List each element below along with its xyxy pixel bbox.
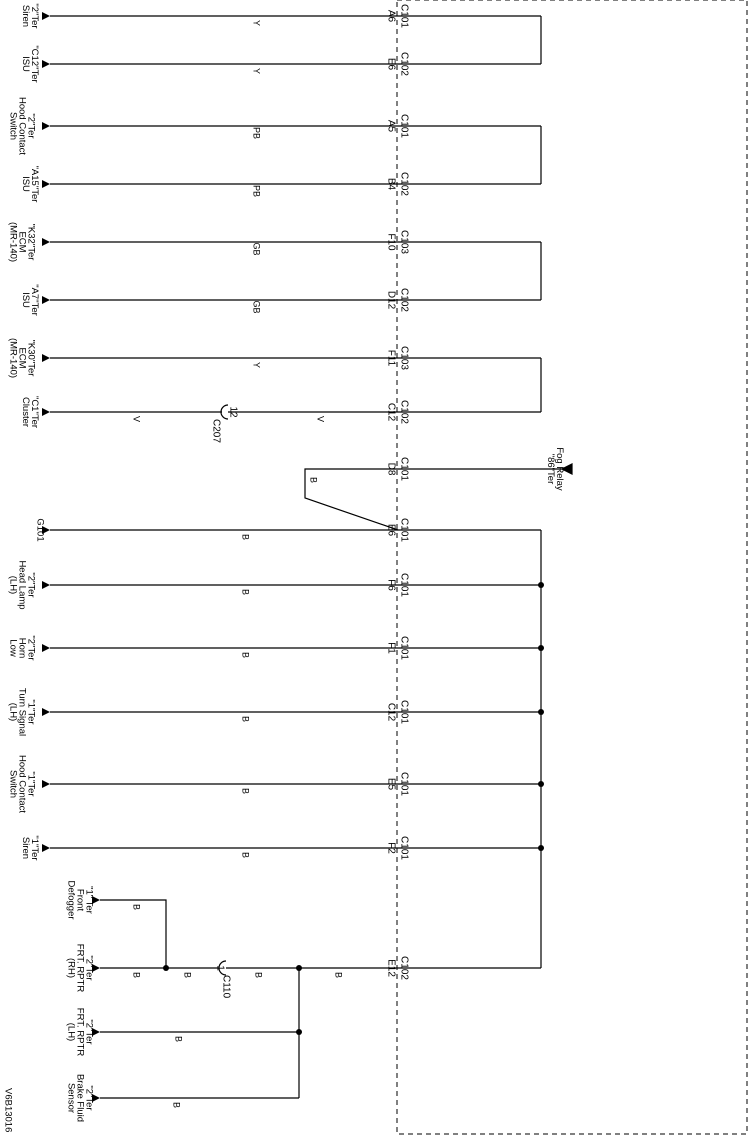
label-group [2, 3, 565, 1132]
inline-pin-label: 1 [214, 965, 226, 971]
wire-color-label: GB [251, 242, 262, 256]
component-label: (MR-140) [7, 221, 19, 263]
inline-pin-label: 12 [227, 406, 239, 418]
component-label: (LH) [65, 1022, 77, 1042]
wire-color-label: B [182, 971, 193, 979]
component-label: FRT. RPTR [74, 943, 86, 993]
wire-color-label: Y [251, 19, 262, 27]
component-label: Switch [7, 112, 19, 140]
component-label: Siren [19, 836, 31, 860]
connector-label: C103 [398, 230, 410, 254]
pin-label: D12 [385, 290, 397, 310]
component-label: Head Lamp [16, 560, 28, 610]
connector-label: C102 [398, 52, 410, 76]
component-label: Cluster [19, 396, 31, 428]
connector-label: C102 [398, 400, 410, 424]
component-label: G101 [34, 518, 46, 542]
component-label: ISU [19, 292, 31, 308]
component-label: Low [7, 639, 19, 657]
inline-connector-label: C110 [220, 975, 232, 999]
connector-label: C101 [398, 518, 410, 542]
pin-label: E12 [385, 959, 397, 977]
wire-color-label: B [240, 588, 251, 596]
wire-group [50, 16, 572, 1098]
harness-box [397, 0, 747, 1134]
wire-color-label: B [333, 971, 344, 979]
splice-dot [538, 781, 544, 787]
wire [100, 900, 166, 968]
pin-label: D8 [385, 462, 397, 476]
component-label: Turn Signal [16, 687, 28, 737]
wire-color-label: B [240, 851, 251, 859]
wire-color-label: PB [251, 126, 262, 140]
component-label: "1"Ter [28, 835, 40, 861]
wire [305, 469, 570, 530]
connector-label: C102 [398, 956, 410, 980]
component-label: "A7"Ter [28, 284, 40, 316]
pin-label: E5 [385, 777, 397, 791]
connector-label: C101 [398, 114, 410, 138]
pin-label: F2 [385, 842, 397, 854]
figure-id: V6B13016 [2, 1088, 14, 1133]
component-label: "K32"Ter [25, 223, 37, 261]
connector-label: C101 [398, 4, 410, 28]
wire-color-label: V [131, 415, 142, 423]
pin-label: C12 [385, 702, 397, 722]
connector-label: C101 [398, 573, 410, 597]
component-label: Switch [7, 770, 19, 798]
connector-label: C101 [398, 836, 410, 860]
component-label: Sensor [65, 1082, 77, 1114]
component-label: FRT. RPTR [74, 1007, 86, 1057]
wire-color-label: PB [251, 184, 262, 198]
wire-color-label: B [240, 651, 251, 659]
component-label: "2"Ter [25, 635, 37, 661]
splice-dot [296, 965, 302, 971]
component-label: Front [74, 888, 86, 912]
splice-dot [163, 965, 169, 971]
inline-connector-label: C207 [210, 419, 222, 443]
component-label: "86"Ter [544, 453, 556, 485]
pin-label: F11 [385, 349, 397, 367]
component-label: "2"Ter [83, 1085, 95, 1111]
wire-color-label: GB [251, 300, 262, 314]
connector-label: C102 [398, 288, 410, 312]
component-label: "2"Ter [83, 955, 95, 981]
wire-color-label: B [240, 787, 251, 795]
component-label: "1"Ter [25, 771, 37, 797]
pin-label: F1 [385, 642, 397, 654]
wire-color-label: B [173, 1035, 184, 1043]
splice-dot [538, 645, 544, 651]
component-label: Brake Fluid [74, 1073, 86, 1123]
component-label: "C1"Ter [28, 395, 40, 429]
pin-label: F6 [385, 579, 397, 591]
wire-color-label: B [253, 971, 264, 979]
component-label: ISU [19, 56, 31, 72]
pin-label: E6 [385, 523, 397, 537]
pin-label: E6 [385, 57, 397, 71]
splice-dot [296, 1029, 302, 1035]
connector-label: C101 [398, 700, 410, 724]
wire-color-label: B [240, 715, 251, 723]
component-label: ECM [16, 231, 28, 253]
component-label: Siren [19, 4, 31, 28]
splice-dot [538, 582, 544, 588]
component-label: Hood Contact [16, 96, 28, 156]
pin-label: A5 [385, 119, 397, 133]
wire-color-label: B [131, 971, 142, 979]
pin-label: F10 [385, 233, 397, 251]
connector-label: C103 [398, 346, 410, 370]
component-label: "2"Ter [28, 3, 40, 29]
pin-label: B4 [385, 177, 397, 191]
inline-connector-symbol [221, 405, 228, 419]
component-label: (LH) [7, 575, 19, 595]
connector-label: C102 [398, 172, 410, 196]
splice-dot [538, 845, 544, 851]
wire-color-label: Y [251, 67, 262, 75]
component-label: "1" Ter [83, 886, 95, 914]
component-label: (LH) [7, 702, 19, 722]
component-label: "1"Ter [25, 699, 37, 725]
wire-color-label: B [308, 476, 319, 484]
connector-label: C101 [398, 772, 410, 796]
component-label: "2"Ter [25, 572, 37, 598]
pin-label: A6 [385, 9, 397, 23]
component-label: ECM [16, 347, 28, 369]
wire-color-label: V [315, 415, 326, 423]
wire-color-label: B [240, 533, 251, 541]
connector-label: C101 [398, 457, 410, 481]
component-label: "2"Ter [25, 113, 37, 139]
wire-color-label: B [171, 1101, 182, 1109]
component-label: Horn [16, 637, 28, 659]
component-label: Defogger [65, 880, 77, 920]
wire-color-label: B [131, 903, 142, 911]
component-label: "A15"Ter [28, 165, 40, 203]
component-label: "2"Ter [83, 1019, 95, 1045]
component-label: (MR-140) [7, 337, 19, 379]
wire-color-label: Y [251, 361, 262, 369]
component-label: "C12"Ter [28, 45, 40, 83]
component-label: Fog Relay [553, 447, 565, 491]
component-label: ISU [19, 176, 31, 192]
connector-label: C101 [398, 636, 410, 660]
splice-dot [538, 709, 544, 715]
pin-label: C12 [385, 402, 397, 422]
component-label: (RH) [65, 957, 77, 979]
component-label: "K30"Ter [25, 339, 37, 377]
component-label: Hood Contact [16, 754, 28, 814]
